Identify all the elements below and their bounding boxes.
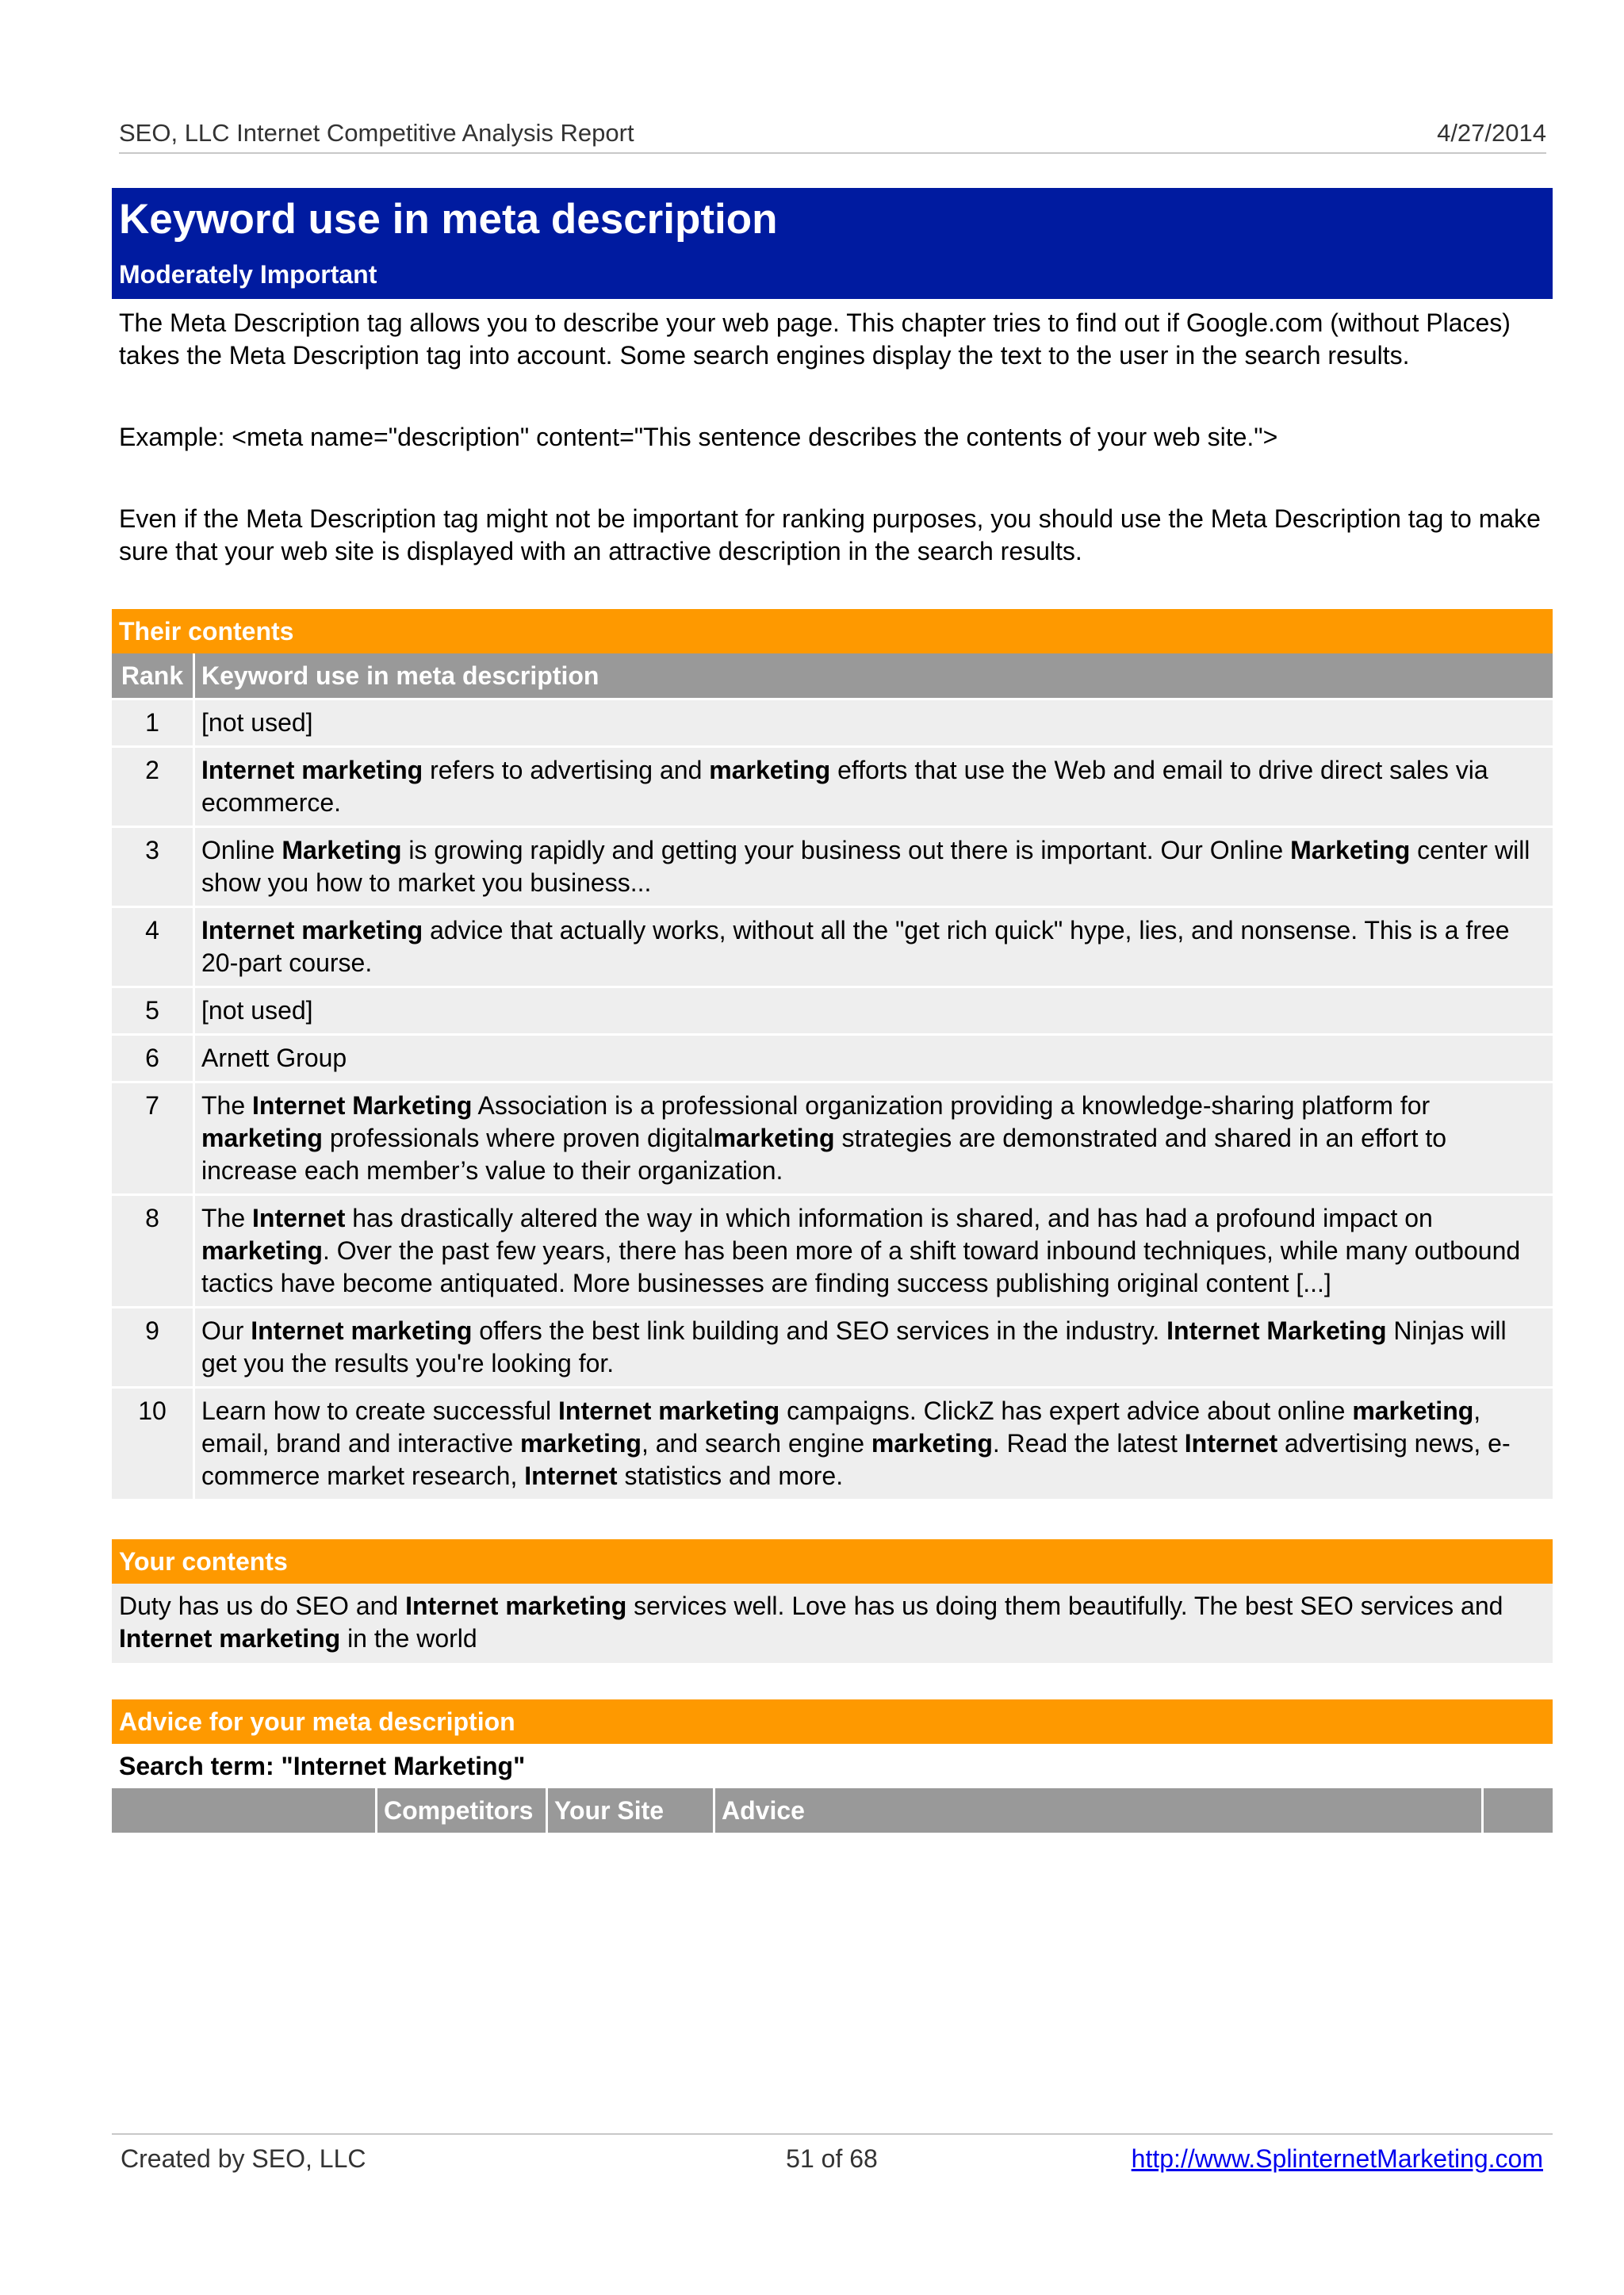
report-date: 4/27/2014 <box>1437 119 1546 147</box>
competitors-column-header: Competitors <box>377 1788 547 1833</box>
description-cell <box>194 827 1553 907</box>
keyword-highlight: marketing <box>871 1429 993 1458</box>
keyword-highlight: Internet <box>524 1462 618 1490</box>
description-text: statistics and more. <box>617 1462 844 1490</box>
rank-cell: 4 <box>112 907 194 987</box>
table-row <box>112 1082 1553 1195</box>
description-text: in the world <box>340 1624 477 1653</box>
table-row <box>112 1195 1553 1308</box>
description-text: [not used] <box>201 996 313 1025</box>
your-site-column-header: Your Site <box>547 1788 714 1833</box>
description-text: refers to advertising and <box>423 756 710 784</box>
their-contents-rows <box>112 699 1553 1500</box>
table-row <box>112 907 1553 987</box>
rank-cell: 9 <box>112 1308 194 1388</box>
intro-paragraph-3: Even if the Meta Description tag might not be important for ranking purposes, you should use the Meta Description tag to make sure that your web site is displayed with an attractive description in the search results. <box>119 504 1541 565</box>
description-text: Association is a professional organization providing a knowledge-sharing platform for <box>472 1091 1431 1120</box>
rank-cell: 3 <box>112 827 194 907</box>
description-text: professionals where proven digital <box>322 1124 714 1152</box>
advice-table <box>112 1788 1553 1833</box>
description-text: , and search engine <box>641 1429 871 1458</box>
rank-cell: 8 <box>112 1195 194 1308</box>
keyword-highlight: Internet marketing <box>201 916 423 944</box>
table-row <box>112 827 1553 907</box>
keyword-highlight: Internet marketing <box>251 1316 473 1345</box>
description-cell <box>194 1082 1553 1195</box>
description-text: has drastically altered the way in which information is shared, and has had a profound impact on <box>345 1204 1433 1232</box>
description-cell <box>194 1195 1553 1308</box>
description-text: Ninjas will get you the results you're looking for. <box>201 1316 1507 1377</box>
description-text: The <box>201 1204 253 1232</box>
description-text: offers the best link building and SEO services in the industry. <box>472 1316 1167 1345</box>
advice-blank-column-header <box>112 1788 377 1833</box>
table-row <box>112 1035 1553 1082</box>
keyword-highlight: marketing <box>709 756 831 784</box>
table-row <box>112 987 1553 1035</box>
keyword-highlight: Internet marketing <box>558 1397 780 1425</box>
rank-cell: 1 <box>112 699 194 747</box>
description-text: . Read the latest <box>992 1429 1185 1458</box>
their-contents-heading: Their contents <box>112 609 1553 653</box>
table-row <box>112 1388 1553 1500</box>
description-text: efforts that use the Web and email to drive direct sales via ecommerce. <box>201 756 1488 817</box>
page-content <box>112 188 1553 1833</box>
keyword-highlight: Internet <box>252 1204 346 1232</box>
rank-column-header: Rank <box>112 653 194 699</box>
page-header <box>119 119 1546 154</box>
description-cell <box>194 907 1553 987</box>
keyword-highlight: marketing <box>713 1124 835 1152</box>
table-row <box>112 699 1553 747</box>
keyword-highlight: Internet <box>1184 1429 1278 1458</box>
importance-label: Moderately Important <box>119 260 377 289</box>
keyword-highlight: Internet Marketing <box>252 1091 473 1120</box>
section-title: Keyword use in meta description <box>119 196 778 243</box>
description-column-header: Keyword use in meta description <box>194 653 1553 699</box>
keyword-highlight: Marketing <box>282 836 402 864</box>
rank-cell: 10 <box>112 1388 194 1500</box>
footer-page-number: 51 of 68 <box>786 2144 878 2173</box>
page-footer <box>112 2133 1553 2174</box>
keyword-highlight: marketing <box>201 1236 323 1265</box>
description-text: Online <box>201 836 282 864</box>
description-cell <box>194 1388 1553 1500</box>
keyword-highlight: Internet marketing <box>119 1624 341 1653</box>
report-title: SEO, LLC Internet Competitive Analysis Report <box>119 119 634 147</box>
intro-paragraph-2: Example: <meta name="description" content="This sentence describes the contents of your web site."> <box>119 423 1278 451</box>
description-text: is growing rapidly and getting your business out there is important. Our Online <box>401 836 1291 864</box>
keyword-highlight: Internet marketing <box>405 1592 627 1620</box>
description-text: Arnett Group <box>201 1044 347 1072</box>
description-cell <box>194 987 1553 1035</box>
intro-paragraph-1: The Meta Description tag allows you to describe your web page. This chapter tries to find out if Google.com (without Places) takes the Meta Description tag into account. Some search engines display the text to the user in the search results. <box>119 308 1511 370</box>
section-title-box <box>112 188 1553 299</box>
description-text: campaigns. ClickZ has expert advice about online <box>779 1397 1353 1425</box>
description-text: center will show you how to market you business... <box>201 836 1530 897</box>
description-cell <box>194 747 1553 827</box>
footer-url-container <box>1099 2144 1543 2174</box>
description-text: . Over the past few years, there has been more of a shift toward inbound techniques, while many outbound tactics have become antiquated. More businesses are finding success publishing original content [...] <box>201 1236 1521 1297</box>
description-text: advertising news, e-commerce market research, <box>201 1429 1511 1490</box>
keyword-highlight: Marketing <box>1290 836 1411 864</box>
description-cell <box>194 699 1553 747</box>
description-text: Our <box>201 1316 251 1345</box>
their-contents-table <box>112 653 1553 1501</box>
intro-text <box>112 299 1553 568</box>
description-cell <box>194 1308 1553 1388</box>
your-contents-heading: Your contents <box>112 1539 1553 1584</box>
rank-cell: 2 <box>112 747 194 827</box>
advice-column-header: Advice <box>714 1788 1483 1833</box>
rank-cell: 6 <box>112 1035 194 1082</box>
keyword-highlight: marketing <box>201 1124 323 1152</box>
keyword-highlight: marketing <box>520 1429 642 1458</box>
search-term: Search term: "Internet Marketing" <box>119 1752 526 1780</box>
keyword-highlight: Internet marketing <box>201 756 423 784</box>
description-text: advice that actually works, without all the "get rich quick" hype, lies, and nonsense. This is a free 20-part course. <box>201 916 1510 977</box>
advice-heading: Advice for your meta description <box>112 1699 1553 1744</box>
description-text: services well. Love has us doing them beautifully. The best SEO services and <box>626 1592 1503 1620</box>
rank-cell: 5 <box>112 987 194 1035</box>
table-header-row <box>112 653 1553 699</box>
advice-header-row <box>112 1788 1553 1833</box>
table-row <box>112 747 1553 827</box>
description-cell <box>194 1035 1553 1082</box>
description-text: strategies are demonstrated and shared in an effort to increase each member’s value to their organization. <box>201 1124 1447 1185</box>
description-text: , email, brand and interactive <box>201 1397 1481 1458</box>
footer-created-by: Created by SEO, LLC <box>121 2144 366 2173</box>
advice-extra-column-header <box>1483 1788 1553 1833</box>
rank-cell: 7 <box>112 1082 194 1195</box>
description-text: Duty has us do SEO and <box>119 1592 406 1620</box>
keyword-highlight: Internet Marketing <box>1166 1316 1387 1345</box>
your-contents-text <box>112 1584 1553 1663</box>
footer-url-link[interactable]: http://www.SplinternetMarketing.com <box>1131 2144 1543 2173</box>
description-text: Learn how to create successful <box>201 1397 559 1425</box>
description-text: [not used] <box>201 708 313 737</box>
keyword-highlight: marketing <box>1352 1397 1474 1425</box>
table-row <box>112 1308 1553 1388</box>
description-text: The <box>201 1091 253 1120</box>
